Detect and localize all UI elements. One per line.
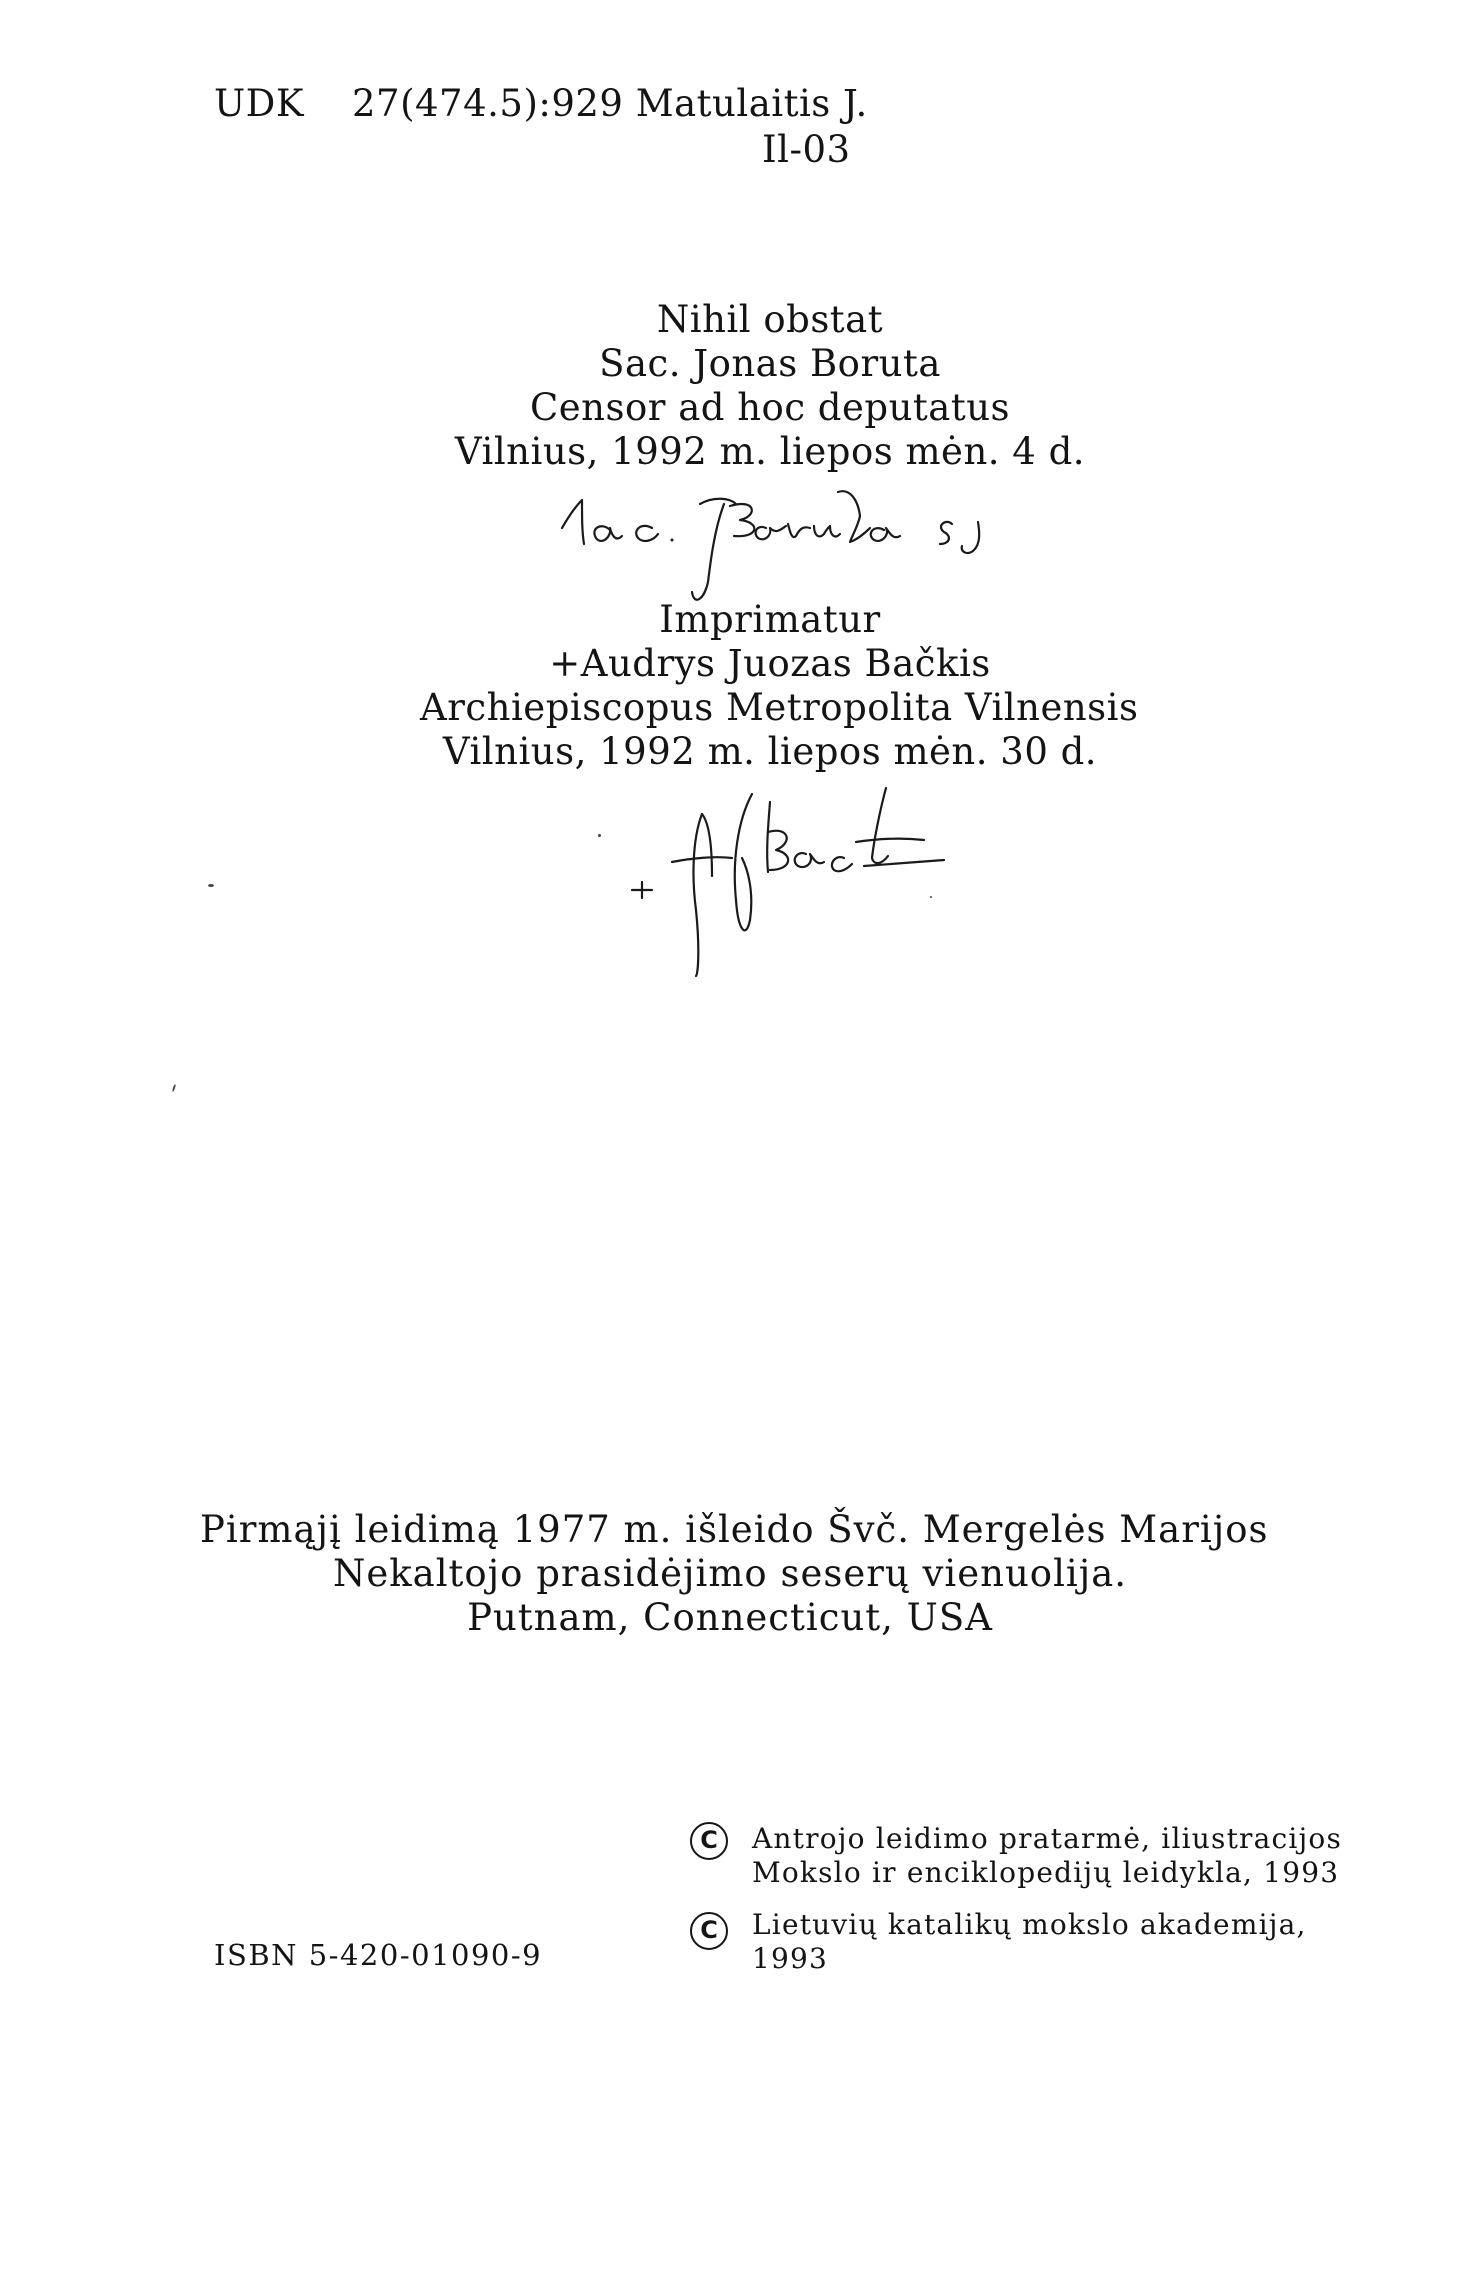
- censor-title: Censor ad hoc deputatus: [529, 386, 1011, 429]
- copyright-symbol: C: [690, 1912, 728, 1950]
- archbishop-name: +Audrys Juozas Bačkis: [549, 642, 991, 685]
- isbn: ISBN 5-420-01090-9: [214, 1938, 543, 1972]
- scan-speck: [598, 834, 601, 837]
- copyright-entry: [752, 1822, 1342, 1890]
- nihil-obstat-title: Nihil obstat: [656, 298, 884, 341]
- archbishop-title: Archiepiscopus Metropolita Vilnensis: [420, 686, 1139, 729]
- copyright-entry-line: 1993: [752, 1942, 829, 1975]
- imprimatur-date: Vilnius, 1992 m. liepos mėn. 30 d.: [442, 730, 1098, 773]
- archbishop-signature: [620, 780, 960, 980]
- udk-code: 27(474.5):929 Matulaitis J.: [352, 82, 868, 125]
- imprimatur-title: Imprimatur: [659, 598, 881, 641]
- first-edition-line: Nekaltojo prasidėjimo seserų vienuolija.: [332, 1552, 1128, 1595]
- copyright-entry-line: Lietuvių katalikų mokslo akademija,: [752, 1908, 1307, 1941]
- first-edition-line: Pirmąjį leidimą 1977 m. išleido Švč. Mergelės Marijos: [200, 1508, 1269, 1551]
- nihil-obstat-date: Vilnius, 1992 m. liepos mėn. 4 d.: [454, 430, 1086, 473]
- scan-speck: [172, 1084, 176, 1092]
- first-edition-line: Putnam, Connecticut, USA: [467, 1596, 993, 1639]
- censor-signature: [560, 470, 1020, 610]
- scan-speck: [930, 896, 932, 898]
- scan-speck: [208, 884, 214, 887]
- index-code: Il-03: [762, 128, 851, 171]
- copyright-entry: [752, 1908, 1307, 1976]
- first-edition-note: [200, 1508, 1269, 1640]
- imprimatur-block: [420, 598, 1139, 774]
- censor-name: Sac. Jonas Boruta: [599, 342, 941, 385]
- udk-label: UDK: [214, 82, 304, 125]
- copyright-entry-line: Mokslo ir enciklopedijų leidykla, 1993: [752, 1856, 1340, 1889]
- copyright-entry-line: Antrojo leidimo pratarmė, iliustracijos: [752, 1822, 1343, 1855]
- nihil-obstat-block: [420, 298, 1120, 474]
- copyright-symbol: C: [690, 1822, 728, 1860]
